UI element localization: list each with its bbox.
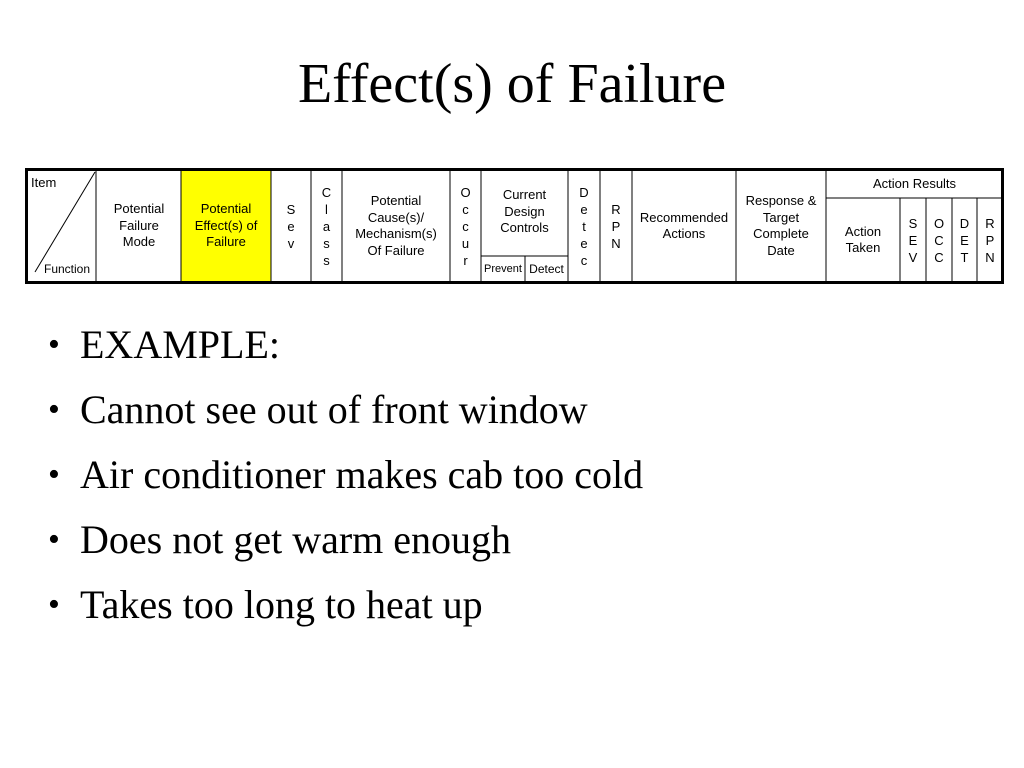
bullet-item: • EXAMPLE: (48, 312, 988, 377)
prevent-header: Prevent (484, 262, 522, 275)
causes-header: Potential Cause(s)/ Mechanism(s) Of Failure (355, 193, 437, 258)
bullet-dot: • (48, 326, 60, 363)
rpn-header: R P N (611, 201, 621, 251)
effects-header: Potential Effect(s) of Failure (194, 201, 258, 250)
sev-header: S e v (286, 201, 296, 251)
bullet-dot: • (48, 586, 60, 623)
item-label: Item (31, 175, 57, 190)
result-det-header: D E T (959, 215, 970, 265)
result-sev-header: S E V (908, 215, 918, 265)
detect-header: Detect (529, 261, 564, 276)
action-results-header: Action Results (872, 175, 957, 191)
recommended-actions-header: Recommended Actions (639, 209, 729, 241)
bullet-dot: • (48, 521, 60, 558)
bullet-dot: • (48, 391, 60, 428)
detec-header: D e t e c (579, 184, 589, 268)
action-taken-header: Action Taken (844, 223, 882, 255)
response-header: Response & Target Complete Date (745, 193, 817, 258)
bullet-item: • Takes too long to heat up (48, 572, 988, 637)
class-header: C l a s s (321, 184, 332, 268)
bullet-item: • Does not get warm enough (48, 507, 988, 572)
function-label: Function (44, 262, 91, 276)
bullet-item: • Cannot see out of front window (48, 377, 988, 442)
failure-mode-header: Potential Failure Mode (113, 201, 165, 250)
bullet-item: • Air conditioner makes cab too cold (48, 442, 988, 507)
occur-header: O c c u r (460, 184, 471, 268)
result-occ-header: O C C (933, 215, 945, 265)
slide-title: Effect(s) of Failure (297, 53, 727, 115)
controls-header: Current Design Controls (500, 187, 549, 236)
bullet-dot: • (48, 456, 60, 493)
result-rpn-header: R P N (985, 215, 995, 265)
bullet-list (48, 312, 988, 637)
fmea-header-table (25, 168, 1004, 284)
